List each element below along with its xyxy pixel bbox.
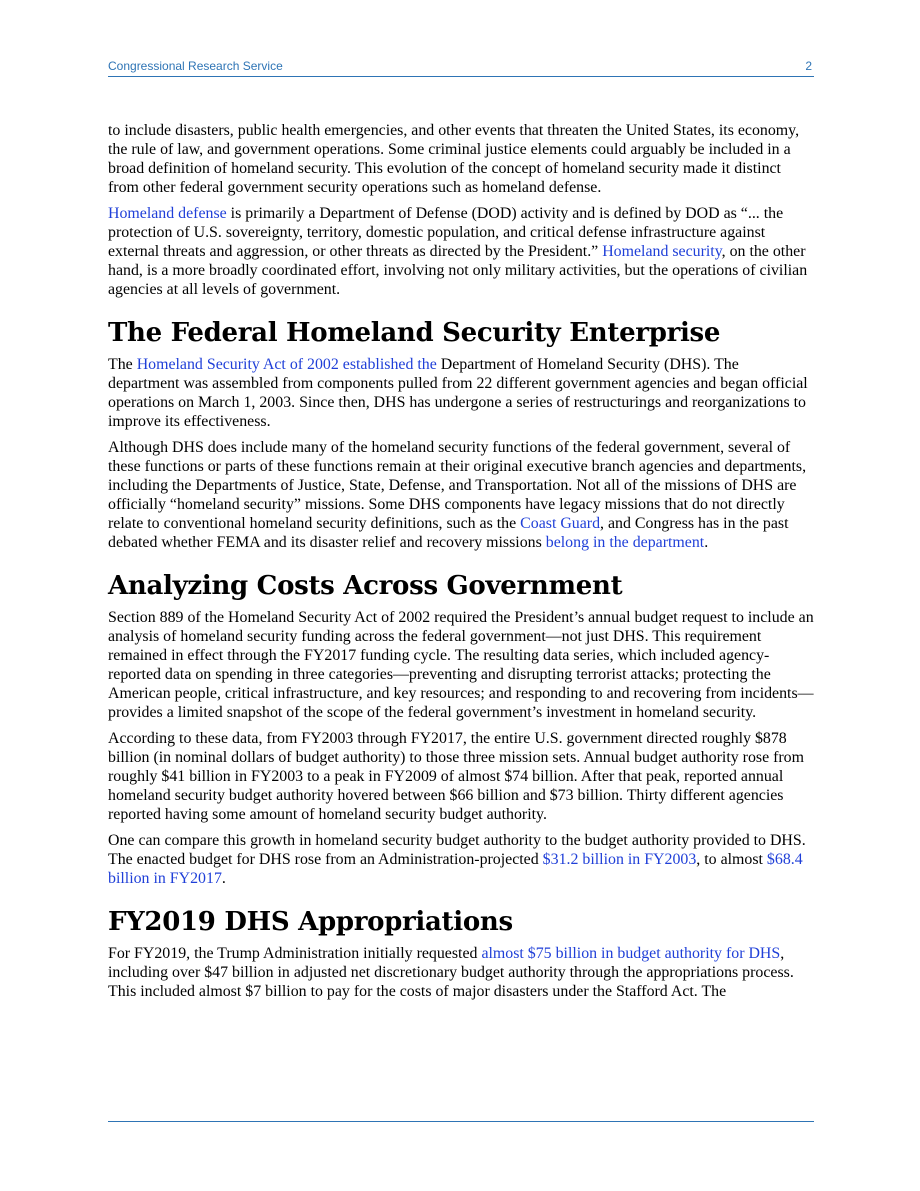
paragraph-text: Section 889 of the Homeland Security Act of 2002 required the President’s annual budget request to include an analysis of homeland security funding across the federal government—not just DHS. This requirement remained in effect through the FY2017 funding cycle. The resulting data series, which included agency-reported data on spending in three categories—preventing and disrupting terrorist attacks; protecting the American people, critical infrastructure, and key resources; and responding to and recovering from incidents—provides a limited snapshot of the scope of the federal government’s investment in homeland security. [108, 609, 814, 721]
link-fy2003-budget[interactable]: $31.2 billion in FY2003 [542, 851, 697, 868]
paragraph-text: One can compare this growth in homeland security budget authority to the budget authority provided to DHS. The enacted budget for DHS rose from an Administration-projected [108, 832, 806, 868]
paragraph-homeland-security-evolution [108, 121, 814, 197]
link-belong-in-department[interactable]: belong in the department [545, 534, 705, 551]
paragraph-text: is primarily a Department of Defense (DOD) activity and is defined by DOD as “... the protection of U.S. sovereignty, territory, domestic population, and critical defense infrastructure against external threats and aggression, or other threats as directed by the President.” [108, 205, 784, 260]
header-org-name: Congressional Research Service [108, 59, 283, 73]
paragraph-text: Department of Homeland Security (DHS). The department was assembled from components pulled from 22 different government agencies and began official operations on March 1, 2003. Since then, DHS has undergone a series of restructurings and reorganizations to improve its effectiveness. [108, 356, 808, 430]
heading-analyzing-costs: Analyzing Costs Across Government [108, 571, 623, 601]
paragraph-dhs-functions [108, 438, 814, 552]
paragraph-text: The [108, 356, 137, 373]
document-body [108, 121, 814, 1008]
paragraph-text: . [221, 870, 226, 887]
paragraph-text: to include disasters, public health emergencies, and other events that threaten the United States, its economy, the rule of law, and government operations. Some criminal justice elements could arguably be included in a broad definition of homeland security. This evolution of the concept of homeland security made it distinct from other federal government security operations such as homeland defense. [108, 122, 800, 196]
paragraph-spending-data [108, 729, 814, 824]
paragraph-homeland-defense [108, 204, 814, 299]
link-homeland-security-act[interactable]: Homeland Security Act of 2002 established the [136, 356, 437, 373]
link-fy2017-budget[interactable]: $68.4 billion in FY2017 [108, 851, 803, 887]
heading-fy2019-appropriations: FY2019 DHS Appropriations [108, 907, 513, 937]
link-coast-guard[interactable]: Coast Guard [520, 515, 601, 532]
paragraph-text: , on the other hand, is a more broadly coordinated effort, involving not only military activities, but the operations of civilian agencies at all levels of government. [108, 243, 808, 298]
paragraph-text: Although DHS does include many of the homeland security functions of the federal government, several of these functions or parts of these functions remain at their original executive branch agencies and departments, including the Departments of Justice, State, Defense, and Transportation. Not all of the missions of DHS are officially “homeland security” missions. Some DHS components have legacy missions that do not directly relate to conventional homeland security definitions, such as the [108, 439, 807, 532]
footer-divider [108, 1121, 814, 1122]
paragraph-section-889 [108, 608, 814, 722]
paragraph-text: , including over $47 billion in adjusted net discretionary budget authority through the appropriations process. This included almost $7 billion to pay for the costs of major disasters under the Stafford Act. The [108, 945, 794, 1000]
paragraph-text: According to these data, from FY2003 through FY2017, the entire U.S. government directed roughly $878 billion (in nominal dollars of budget authority) to those three mission sets. Annual budget authority rose from roughly $41 billion in FY2003 to a peak in FY2009 of almost $74 billion. After that peak, reported annual homeland security budget authority hovered between $66 billion and $73 billion. Thirty different agencies reported having some amount of homeland security budget authority. [108, 730, 804, 823]
paragraph-text: , to almost [696, 851, 767, 868]
heading-federal-enterprise: The Federal Homeland Security Enterprise [108, 318, 721, 348]
header-page-number: 2 [805, 59, 812, 73]
page-header [108, 58, 814, 77]
link-homeland-defense[interactable]: Homeland defense [108, 205, 227, 222]
paragraph-fy2019-request [108, 944, 814, 1001]
paragraph-text: For FY2019, the Trump Administration initially requested [108, 945, 482, 962]
paragraph-text: . [704, 534, 709, 551]
link-homeland-security[interactable]: Homeland security [602, 243, 722, 260]
link-fy2019-request[interactable]: almost $75 billion in budget authority for DHS [481, 945, 781, 962]
paragraph-dhs-budget-growth [108, 831, 814, 888]
paragraph-text: , and Congress has in the past debated whether FEMA and its disaster relief and recovery missions [108, 515, 789, 551]
paragraph-dhs-established [108, 355, 814, 431]
